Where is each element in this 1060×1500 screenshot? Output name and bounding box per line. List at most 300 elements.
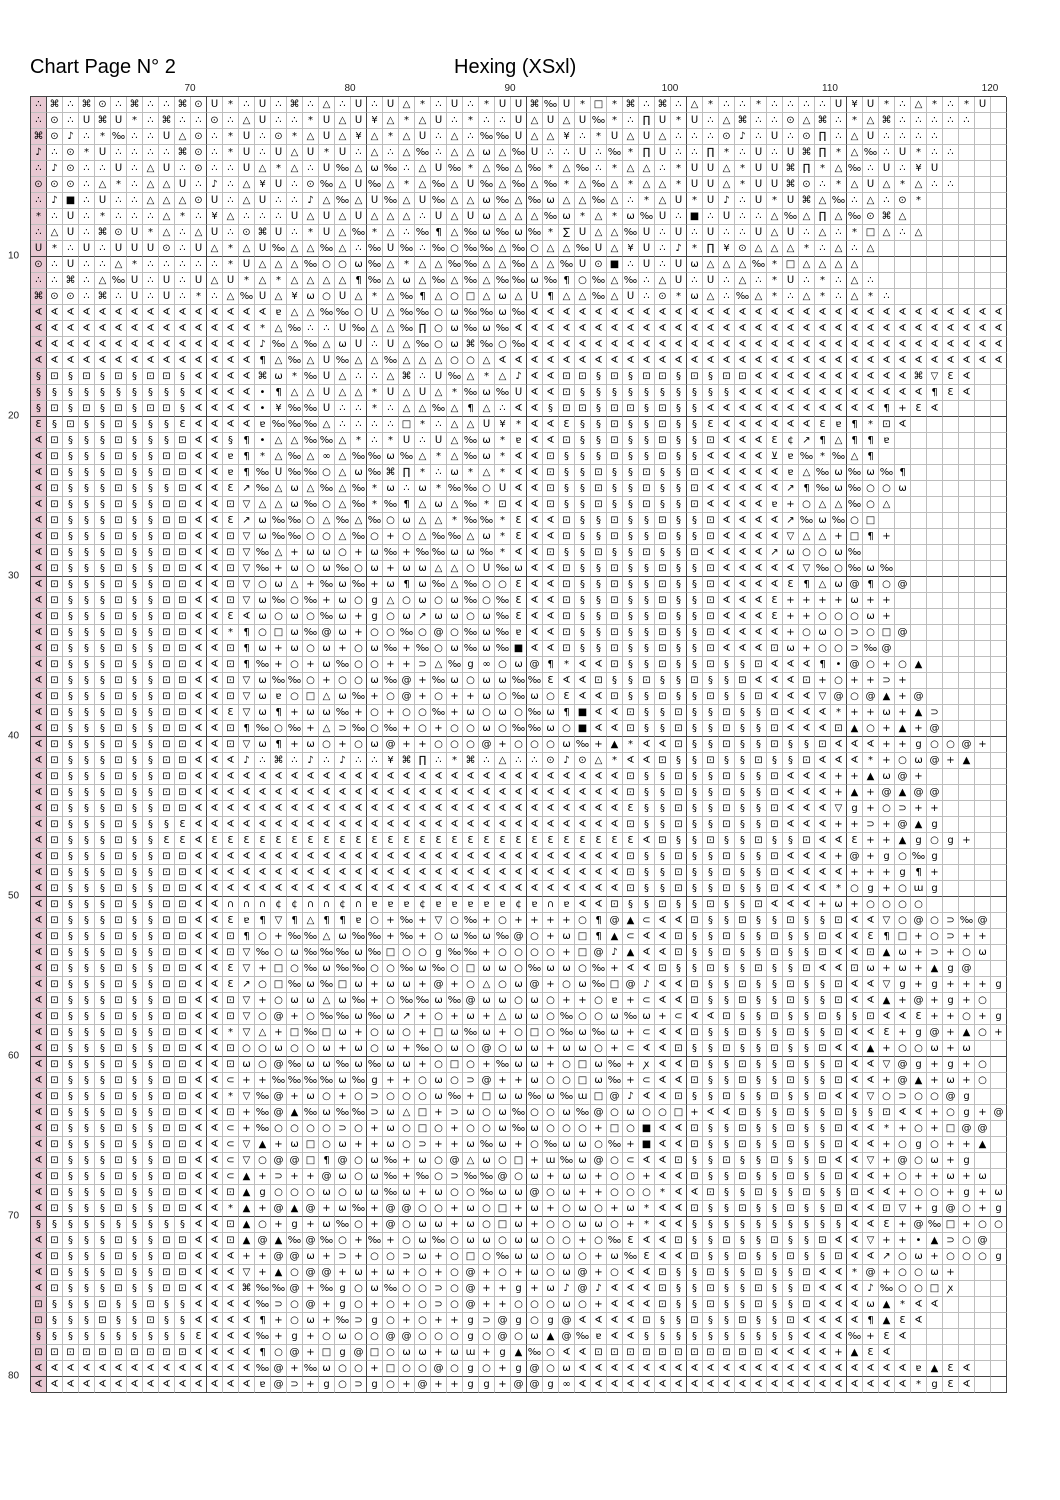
- grid-cell: [975, 673, 991, 689]
- grid-cell: *: [431, 481, 447, 497]
- grid-cell: ⊡: [223, 1057, 239, 1073]
- grid-cell: ∢: [719, 513, 735, 529]
- grid-cell: ‰: [111, 129, 127, 145]
- grid-cell: [895, 545, 911, 561]
- grid-cell: §: [735, 769, 751, 785]
- grid-cell: ‰: [607, 1057, 623, 1073]
- grid-cell: ∢: [271, 881, 287, 897]
- grid-cell: ⊡: [159, 961, 175, 977]
- grid-cell: *: [495, 433, 511, 449]
- grid-cell: ⊡: [47, 977, 63, 993]
- grid-cell: ∢: [847, 1121, 863, 1137]
- grid-cell: ¥: [351, 129, 367, 145]
- grid-cell: ω: [479, 929, 495, 945]
- grid-cell: §: [79, 385, 95, 401]
- grid-cell: §: [143, 913, 159, 929]
- grid-cell: +: [287, 545, 303, 561]
- grid-cell: ¶: [799, 577, 815, 593]
- grid-cell: ▲: [927, 1361, 943, 1377]
- grid-cell: ⊡: [735, 1121, 751, 1137]
- grid-cell: *: [847, 113, 863, 129]
- grid-cell: §: [127, 385, 143, 401]
- grid-cell: ∴: [927, 145, 943, 161]
- grid-cell: ᑌ: [207, 193, 223, 209]
- grid-cell: ω: [367, 1281, 383, 1297]
- grid-cell: ⊡: [783, 1201, 799, 1217]
- grid-cell: ‰: [527, 673, 543, 689]
- grid-cell: Ɛ: [463, 833, 479, 849]
- grid-cell: §: [559, 449, 575, 465]
- grid-cell: ∢: [815, 849, 831, 865]
- grid-cell: +: [543, 929, 559, 945]
- grid-cell: +: [495, 1073, 511, 1089]
- grid-cell: ∢: [239, 1297, 255, 1313]
- grid-cell: §: [143, 1137, 159, 1153]
- grid-cell: g: [959, 1089, 975, 1105]
- grid-cell: ∴: [335, 401, 351, 417]
- grid-cell: ∢: [527, 433, 543, 449]
- grid-cell: [943, 881, 959, 897]
- grid-cell: +: [831, 1345, 847, 1361]
- grid-cell: ⊙: [63, 161, 79, 177]
- grid-cell: +: [783, 609, 799, 625]
- grid-cell: ∢: [639, 1041, 655, 1057]
- grid-cell: [927, 497, 943, 513]
- grid-cell: ○: [959, 1009, 975, 1025]
- grid-cell: ⊡: [159, 1009, 175, 1025]
- grid-cell: △: [383, 305, 399, 321]
- grid-cell: @: [399, 1329, 415, 1345]
- grid-cell: §: [159, 1313, 175, 1329]
- grid-cell: ⊡: [767, 769, 783, 785]
- grid-cell: ∢: [639, 1377, 655, 1393]
- grid-cell: ∴: [383, 145, 399, 161]
- grid-cell: ω: [287, 993, 303, 1009]
- grid-cell: •: [911, 1233, 927, 1249]
- grid-cell: §: [783, 753, 799, 769]
- grid-cell: ∢: [687, 1185, 703, 1201]
- grid-cell: *: [47, 241, 63, 257]
- grid-cell: §: [143, 865, 159, 881]
- grid-cell: §: [863, 1105, 879, 1121]
- grid-cell: ∢: [191, 945, 207, 961]
- grid-cell: §: [47, 1217, 63, 1233]
- grid-cell: §: [735, 833, 751, 849]
- grid-cell: ∢: [847, 1137, 863, 1153]
- grid-cell: ○: [543, 1249, 559, 1265]
- grid-cell: ‰: [495, 593, 511, 609]
- grid-cell: ⊡: [655, 561, 671, 577]
- grid-cell: +: [351, 545, 367, 561]
- grid-cell: @: [879, 641, 895, 657]
- grid-cell: [959, 497, 975, 513]
- grid-cell: ⊂: [639, 913, 655, 929]
- grid-cell: ○: [495, 721, 511, 737]
- grid-cell: ▲: [927, 1233, 943, 1249]
- grid-cell: ▽: [239, 593, 255, 609]
- grid-cell: ∢: [799, 321, 815, 337]
- grid-cell: ω: [351, 1009, 367, 1025]
- grid-cell: §: [591, 401, 607, 417]
- grid-cell: △: [847, 129, 863, 145]
- grid-cell: ∢: [831, 1361, 847, 1377]
- grid-cell: ω: [479, 449, 495, 465]
- grid-cell: §: [799, 993, 815, 1009]
- grid-cell: ▲: [271, 1265, 287, 1281]
- grid-cell: ⊡: [687, 1169, 703, 1185]
- grid-cell: *: [895, 1297, 911, 1313]
- grid-cell: ∢: [255, 305, 271, 321]
- grid-cell: △: [255, 257, 271, 273]
- grid-cell: ⊙: [47, 289, 63, 305]
- grid-cell: ‰: [367, 945, 383, 961]
- grid-cell: [943, 1313, 959, 1329]
- grid-cell: ω: [879, 705, 895, 721]
- grid-cell: ○: [447, 241, 463, 257]
- grid-cell: +: [399, 1153, 415, 1169]
- grid-cell: ᑌ: [159, 129, 175, 145]
- grid-cell: §: [687, 769, 703, 785]
- grid-cell: ∢: [735, 1377, 751, 1393]
- grid-cell: ⊡: [111, 1345, 127, 1361]
- grid-cell: ∢: [671, 993, 687, 1009]
- grid-cell: ω: [367, 545, 383, 561]
- grid-cell: ‰: [815, 561, 831, 577]
- grid-cell: △: [479, 401, 495, 417]
- grid-cell: ‰: [527, 225, 543, 241]
- grid-cell: ⊡: [159, 1137, 175, 1153]
- grid-cell: ○: [399, 1281, 415, 1297]
- grid-cell: ɐ: [911, 1361, 927, 1377]
- grid-cell: ¶: [895, 465, 911, 481]
- grid-cell: §: [799, 1025, 815, 1041]
- grid-cell: *: [223, 257, 239, 273]
- grid-cell: +: [431, 1345, 447, 1361]
- grid-cell: ∢: [575, 353, 591, 369]
- grid-cell: ω: [335, 625, 351, 641]
- grid-cell: +: [431, 1249, 447, 1265]
- grid-cell: §: [63, 1265, 79, 1281]
- grid-cell: △: [815, 225, 831, 241]
- grid-cell: §: [159, 385, 175, 401]
- grid-cell: ∴: [783, 289, 799, 305]
- grid-cell: ○: [927, 1137, 943, 1153]
- grid-cell: ∢: [207, 785, 223, 801]
- grid-cell: ○: [399, 705, 415, 721]
- grid-cell: ⊙: [63, 145, 79, 161]
- grid-cell: ⊡: [623, 865, 639, 881]
- grid-cell: §: [175, 1297, 191, 1313]
- grid-cell: ⊡: [767, 721, 783, 737]
- grid-cell: ∢: [175, 1377, 191, 1393]
- grid-cell: @: [591, 945, 607, 961]
- grid-cell: ⊡: [159, 577, 175, 593]
- grid-cell: ∢: [607, 321, 623, 337]
- grid-cell: ⊡: [111, 705, 127, 721]
- grid-cell: ∢: [191, 737, 207, 753]
- grid-cell: ∢: [927, 1297, 943, 1313]
- grid-cell: §: [47, 1329, 63, 1345]
- grid-cell: §: [95, 705, 111, 721]
- grid-cell: ○: [911, 1281, 927, 1297]
- grid-cell: ⊡: [47, 545, 63, 561]
- grid-cell: ∢: [207, 1217, 223, 1233]
- grid-cell: ∢: [207, 689, 223, 705]
- grid-cell: ‰: [543, 97, 559, 113]
- grid-cell: ∢: [223, 321, 239, 337]
- grid-cell: ¶: [431, 225, 447, 241]
- stitch-grid: [30, 96, 1006, 1392]
- grid-cell: §: [47, 417, 63, 433]
- grid-cell: ∢: [751, 433, 767, 449]
- grid-cell: ‰: [847, 465, 863, 481]
- grid-cell: +: [415, 1057, 431, 1073]
- grid-cell: ‰: [303, 625, 319, 641]
- grid-cell: Ɛ: [511, 609, 527, 625]
- grid-cell: ∢: [671, 1361, 687, 1377]
- grid-cell: ‰: [831, 193, 847, 209]
- grid-cell: +: [895, 1185, 911, 1201]
- grid-cell: ∢: [127, 1377, 143, 1393]
- grid-cell: §: [31, 401, 47, 417]
- grid-cell: +: [623, 1057, 639, 1073]
- grid-cell: ∴: [143, 257, 159, 273]
- grid-cell: ○: [287, 1121, 303, 1137]
- grid-cell: ∢: [591, 785, 607, 801]
- grid-cell: △: [751, 241, 767, 257]
- grid-cell: §: [63, 705, 79, 721]
- grid-cell: ∢: [559, 305, 575, 321]
- grid-cell: ∢: [751, 593, 767, 609]
- grid-cell: ⊡: [175, 737, 191, 753]
- grid-cell: [959, 881, 975, 897]
- grid-cell: [927, 513, 943, 529]
- grid-cell: ∢: [655, 1217, 671, 1233]
- grid-cell: +: [303, 1345, 319, 1361]
- grid-cell: ○: [927, 1089, 943, 1105]
- grid-cell: §: [127, 465, 143, 481]
- grid-cell: @: [271, 1105, 287, 1121]
- grid-cell: ∢: [191, 369, 207, 385]
- grid-cell: ω: [383, 481, 399, 497]
- grid-cell: ⊡: [591, 481, 607, 497]
- grid-cell: ω: [527, 1329, 543, 1345]
- grid-cell: +: [943, 1137, 959, 1153]
- grid-cell: ∢: [639, 1089, 655, 1105]
- grid-cell: ∢: [639, 353, 655, 369]
- grid-cell: ○: [335, 673, 351, 689]
- grid-cell: ∢: [111, 337, 127, 353]
- grid-cell: ∢: [511, 849, 527, 865]
- grid-cell: ∢: [239, 353, 255, 369]
- grid-cell: ∢: [703, 481, 719, 497]
- grid-cell: △: [559, 241, 575, 257]
- grid-cell: ⊡: [831, 1105, 847, 1121]
- grid-cell: §: [735, 1153, 751, 1169]
- grid-cell: ∢: [831, 865, 847, 881]
- grid-cell: *: [223, 145, 239, 161]
- grid-cell: △: [495, 241, 511, 257]
- grid-cell: ○: [895, 897, 911, 913]
- grid-cell: △: [303, 385, 319, 401]
- grid-cell: ∢: [831, 321, 847, 337]
- grid-cell: ∢: [543, 529, 559, 545]
- grid-cell: ⊡: [47, 929, 63, 945]
- grid-cell: §: [143, 833, 159, 849]
- grid-cell: +: [527, 1153, 543, 1169]
- grid-cell: ∢: [207, 1281, 223, 1297]
- grid-cell: ‰: [463, 497, 479, 513]
- grid-cell: ‰: [575, 1105, 591, 1121]
- grid-cell: g: [287, 1329, 303, 1345]
- grid-cell: ○: [431, 1169, 447, 1185]
- grid-cell: ∢: [799, 785, 815, 801]
- grid-cell: §: [63, 657, 79, 673]
- grid-cell: ⊡: [111, 801, 127, 817]
- grid-cell: §: [687, 801, 703, 817]
- grid-cell: ⊙: [95, 97, 111, 113]
- grid-cell: Ɛ: [559, 833, 575, 849]
- grid-cell: [959, 449, 975, 465]
- grid-cell: §: [687, 897, 703, 913]
- grid-cell: ⊡: [671, 929, 687, 945]
- grid-cell: ∴: [79, 289, 95, 305]
- grid-cell: [879, 449, 895, 465]
- grid-cell: §: [799, 1217, 815, 1233]
- grid-cell: ‰: [319, 1073, 335, 1089]
- grid-cell: ○: [255, 929, 271, 945]
- grid-cell: ⊡: [559, 401, 575, 417]
- grid-cell: ⊡: [831, 1121, 847, 1137]
- grid-cell: △: [703, 257, 719, 273]
- grid-cell: +: [479, 913, 495, 929]
- grid-cell: Ɛ: [175, 817, 191, 833]
- grid-cell: ω: [559, 209, 575, 225]
- grid-cell: ∢: [207, 609, 223, 625]
- grid-cell: ∢: [31, 657, 47, 673]
- grid-cell: §: [95, 689, 111, 705]
- grid-cell: ∢: [511, 545, 527, 561]
- grid-cell: §: [719, 977, 735, 993]
- grid-cell: ∢: [799, 769, 815, 785]
- grid-cell: ⊡: [799, 1297, 815, 1313]
- grid-cell: +: [847, 865, 863, 881]
- grid-cell: §: [623, 513, 639, 529]
- grid-cell: ‰: [399, 305, 415, 321]
- grid-cell: ω: [831, 545, 847, 561]
- grid-cell: ∢: [607, 721, 623, 737]
- grid-cell: ‰: [383, 1281, 399, 1297]
- grid-cell: ω: [863, 465, 879, 481]
- grid-cell: +: [271, 1137, 287, 1153]
- grid-cell: ○: [543, 1345, 559, 1361]
- grid-cell: §: [79, 657, 95, 673]
- grid-cell: ¥: [287, 289, 303, 305]
- grid-cell: ᑌ: [655, 209, 671, 225]
- grid-cell: ‰: [495, 625, 511, 641]
- grid-cell: ∢: [287, 801, 303, 817]
- grid-cell: ⊡: [47, 849, 63, 865]
- grid-cell: ▲: [239, 1169, 255, 1185]
- grid-cell: ▲: [255, 1137, 271, 1153]
- grid-cell: ∢: [255, 865, 271, 881]
- grid-cell: §: [703, 385, 719, 401]
- grid-cell: △: [223, 289, 239, 305]
- grid-cell: ∢: [31, 1265, 47, 1281]
- grid-cell: ○: [831, 673, 847, 689]
- grid-cell: ∢: [239, 385, 255, 401]
- grid-cell: *: [863, 417, 879, 433]
- grid-cell: Ɛ: [223, 609, 239, 625]
- grid-cell: @: [895, 1153, 911, 1169]
- grid-cell: §: [703, 1217, 719, 1233]
- grid-cell: ∴: [79, 193, 95, 209]
- grid-cell: §: [783, 1089, 799, 1105]
- grid-cell: ∢: [351, 769, 367, 785]
- grid-cell: +: [895, 673, 911, 689]
- grid-cell: [895, 641, 911, 657]
- grid-cell: ‰: [255, 1121, 271, 1137]
- grid-cell: ∢: [815, 1361, 831, 1377]
- grid-cell: [991, 865, 1007, 881]
- grid-cell: +: [959, 833, 975, 849]
- grid-cell: ⊡: [111, 625, 127, 641]
- grid-cell: @: [271, 1057, 287, 1073]
- grid-cell: ⊡: [783, 977, 799, 993]
- grid-cell: §: [591, 625, 607, 641]
- grid-cell: ∢: [543, 609, 559, 625]
- grid-cell: ∢: [607, 769, 623, 785]
- grid-cell: ᑌ: [351, 113, 367, 129]
- grid-cell: ○: [367, 961, 383, 977]
- grid-cell: §: [783, 961, 799, 977]
- grid-cell: ∢: [191, 657, 207, 673]
- grid-cell: ¥: [623, 241, 639, 257]
- grid-cell: ○: [863, 721, 879, 737]
- grid-cell: ¶: [863, 433, 879, 449]
- grid-cell: ‰: [527, 961, 543, 977]
- grid-cell: [959, 849, 975, 865]
- grid-cell: +: [575, 1233, 591, 1249]
- grid-cell: ∴: [799, 273, 815, 289]
- grid-cell: +: [431, 1137, 447, 1153]
- grid-cell: §: [687, 881, 703, 897]
- grid-cell: ⊡: [175, 1105, 191, 1121]
- grid-cell: +: [367, 977, 383, 993]
- grid-cell: ‰: [431, 1233, 447, 1249]
- grid-cell: §: [719, 673, 735, 689]
- grid-cell: ○: [351, 1361, 367, 1377]
- grid-cell: ∴: [79, 129, 95, 145]
- grid-cell: +: [607, 1041, 623, 1057]
- grid-cell: ∢: [207, 1185, 223, 1201]
- grid-cell: ○: [927, 833, 943, 849]
- grid-cell: [975, 961, 991, 977]
- grid-cell: ⊡: [175, 1073, 191, 1089]
- grid-cell: ∴: [159, 97, 175, 113]
- grid-cell: ∢: [831, 1313, 847, 1329]
- grid-cell: ᑌ: [95, 145, 111, 161]
- grid-cell: ⌘: [815, 113, 831, 129]
- grid-cell: ᑌ: [559, 97, 575, 113]
- grid-cell: ¶: [559, 705, 575, 721]
- grid-cell: [991, 705, 1007, 721]
- grid-cell: ⊡: [799, 833, 815, 849]
- grid-cell: @: [575, 1265, 591, 1281]
- grid-cell: ∢: [191, 417, 207, 433]
- grid-cell: ᑌ: [143, 241, 159, 257]
- grid-cell: ⊡: [159, 465, 175, 481]
